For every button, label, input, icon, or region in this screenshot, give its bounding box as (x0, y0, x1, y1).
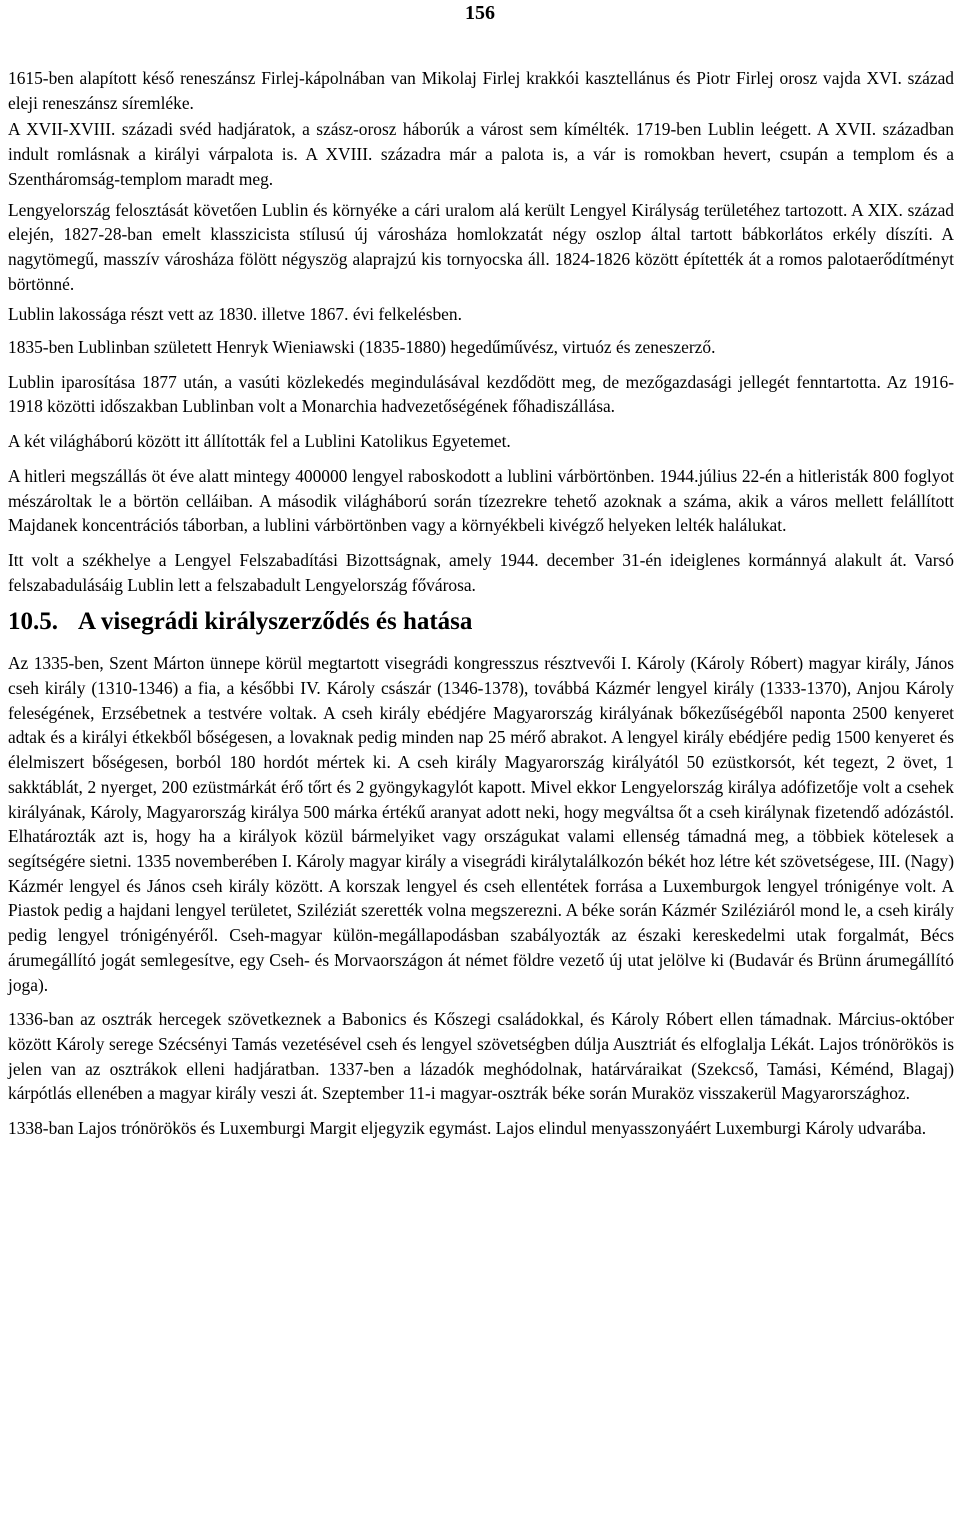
section-title: A visegrádi királyszerződés és hatása (78, 608, 473, 636)
paragraph-visegrad-congress: Az 1335-ben, Szent Márton ünnepe körül megtartott visegrádi kongresszus résztvevői I. Károly (Károly Róbert) magyar király, János cseh király (1310-1346) a fia, a későbbi IV. Károly császár (1346-1378), továbbá Kázmér lengyel király (1333-1370), Anjou Károly feleségének, Erzsébetnek a testvére voltak. A cseh király ebédjére Magyarország királyának bőkezűségéből naponta 2500 kenyeret adtak és a királyi étkekből bőségesen, a lovaknak pedig minden nap 25 mérő abrakot. A lengyel király ebédjére pedig 1500 kenyeret és élelmiszert bőségesen, borból 180 hordót mértek ki. A cseh király Magyarország királyától 50 ezüstkorsót, két tegezt, 2 övet, 1 sakktáblát, 2 nyerget, 200 ezüstmárkát érő tőrt és 2 gyöngykagylót kapott. Mivel ekkor Lengyelország királya adófizetője volt a csehek királyának, Károly, Magyarország királya 500 márka értékű aranyat adott neki, hogy megváltsa őt a cseh királynak fizetendő adózástól. Elhatározták azt is, hogy ha a királyok közül bármelyiket vagy országukat valami ellenség támadná meg, a többiek kötelesek a segítségére sietni. 1335 novemberében I. Károly magyar király a visegrádi királytalálkozón békét hoz létre két szövetségese, III. (Nagy) Kázmér lengyel és János cseh király között. A korszak lengyel és cseh ellentétek forrása a Luxemburgok lengyel trónigénye volt. A Piastok pedig a hajdani lengyel területet, Sziléziát szerették volna megszerezni. A béke során Kázmér Sziléziáról mond le, a cseh király pedig lengyel trónigényéről. Cseh-magyar külön-megállapodásban szabályozták az északi kereskedelmi utak forgalmát, Bécs árumegállító jogát semlegesítve, egy Cseh- és Morvaországon át német földre vezető új utat jelölve ki (Budavár és Brünn árumegállító joga). (8, 653, 954, 995)
paragraph-uprisings: Lublin lakossága részt vett az 1830. illetve 1867. évi felkelésben. (8, 304, 462, 325)
page-content (8, 66, 954, 1141)
paragraph-partition: Lengyelország felosztását követően Lublin és környéke a cári uralom alá került Lengyel Királyság területéhez tartozott. A XIX. század elején, 1827-28-ban emelt klasszicista stílusú új városháza homlokzatát négy oszlop által tartott bábkorlátos erkély díszíti. A nagytömegű, masszív városháza fölött négyszög alaprajzú kis tornyocska áll. 1824-1826 között építették át a romos palotaerődítményt börtönné. (8, 199, 954, 294)
paragraph-wieniawski: 1835-ben Lublinban született Henryk Wieniawski (1835-1880) hegedűművész, virtuóz és zeneszerző. (8, 337, 716, 358)
paragraph-industrialization: Lublin iparosítása 1877 után, a vasúti közlekedés megindulásával kezdődött meg, de mezőgazdasági jellegét fenntartotta. Az 1916-1918 közötti időszakban Lublinban volt a Monarchia hadvezetőségének főhadiszállása. (8, 371, 954, 417)
section-heading (8, 607, 954, 637)
paragraph-firlej-chapel: 1615-ben alapított késő reneszánsz Firlej-kápolnában van Mikolaj Firlej krakkói kasztellánus és Piotr Firlej orosz vajda XVI. század eleji reneszánsz síremléke. (8, 68, 954, 113)
paragraph-engagement: 1338-ban Lajos trónörökös és Luxemburgi Margit eljegyzik egymást. Lajos elindul menyasszonyáért Luxemburgi Károly udvarába. (8, 1118, 927, 1139)
paragraph-occupation: A hitleri megszállás öt éve alatt mintegy 400000 lengyel raboskodott a lublini várbörtönben. 1944.július 22-én a hitleristák 800 foglyot mészároltak le a börtön celláiban. A második világháború során tízezrekre tehető azoknak a száma, akik a város mellett felállított Majdanek koncentrációs táborban, a lublini várbörtönben vagy a környékbeli kivégző helyeken lelték halálukat. (8, 465, 954, 536)
section-number: 10.5. (8, 608, 58, 636)
paragraph-liberation-committee: Itt volt a székhelye a Lengyel Felszabadítási Bizottságnak, amely 1944. december 31-én ideiglenes kormánnyá alakult át. Varsó felszabadulásáig Lublin lett a felszabadult Lengyelország fővárosa. (8, 549, 954, 595)
paragraph-catholic-university: A két világháború között itt állították fel a Lublini Katolikus Egyetemet. (8, 431, 511, 452)
page-number: 156 (465, 2, 495, 24)
paragraph-swedish-wars: A XVII-XVIII. századi svéd hadjáratok, a szász-orosz háborúk a várost sem kímélték. 1719-ben Lublin leégett. A XVII. században indult romlásnak a királyi várpalota is. A XVIII. századra már a palota is, a vár is romokban hevert, csupán a templom és a Szentháromság-templom maradt meg. (8, 119, 954, 189)
paragraph-austrian-dukes: 1336-ban az osztrák hercegek szövetkeznek a Babonics és Kőszegi családokkal, és Károly Róbert ellen támadnak. Március-október között Károly serege Szécsényi Tamás vezetésével cseh és lengyel szövetségben dúlja Ausztriát és elfoglalja Lékát. Lajos trónörökös is jelen van az osztrákok elleni hadjáratban. 1337-ben a lázadók meghódolnak, határváraikat (Szekcső, Tamási, Kéménd, Blagaj) kárpótlás ellenében a magyar király veszi át. Szeptember 11-i magyar-osztrák béke során Muraköz visszakerül Magyarországhoz. (8, 1009, 954, 1104)
